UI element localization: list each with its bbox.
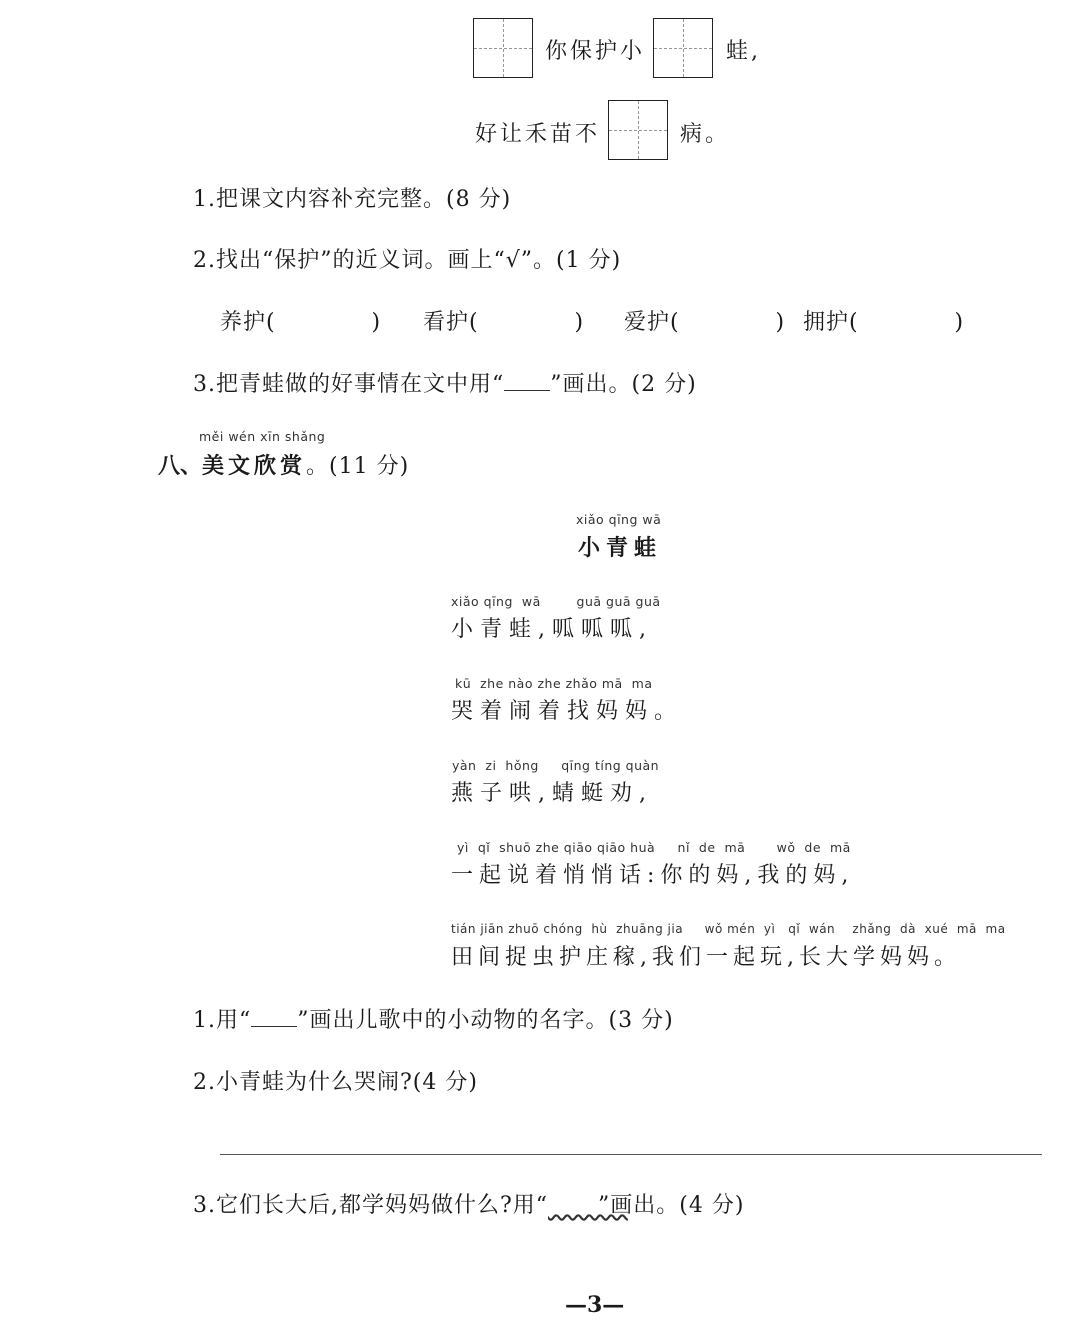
poem-line2-end: 病。 bbox=[680, 122, 731, 147]
poem-line: 田间捉虫护庄稼,我们一起玩,长大学妈妈。 bbox=[451, 945, 961, 970]
synonym-word: 爱护 bbox=[624, 310, 671, 335]
question-text: 3.它们长大后,都学妈妈做什么?用“ bbox=[193, 1193, 549, 1218]
answer-parenthesis[interactable]: ( ) bbox=[670, 310, 786, 335]
section-number: 八、 bbox=[158, 454, 203, 479]
question-8-2: 2.小青蛙为什么哭闹?(4 分) bbox=[193, 1070, 478, 1095]
question-8-1 bbox=[193, 1003, 674, 1034]
poem-line-pinyin: tián jiān zhuō chóng hù zhuāng jia wǒ mén yì qǐ wán zhǎng dà xué mā ma bbox=[451, 922, 1006, 936]
question-8-3 bbox=[193, 1188, 744, 1219]
section-heading bbox=[158, 449, 409, 480]
section-title: 美文欣赏 bbox=[202, 454, 307, 479]
poem-line: 哭着闹着找妈妈。 bbox=[451, 699, 684, 724]
question-text: 3.把青蛙做的好事情在文中用“ bbox=[193, 372, 505, 397]
question-7-3 bbox=[193, 367, 697, 398]
writing-grid-box-2[interactable] bbox=[653, 18, 713, 78]
synonym-word: 拥护 bbox=[803, 310, 850, 335]
synonym-option-3 bbox=[624, 305, 785, 336]
poem-line-pinyin: yàn zi hǒng qīng tíng quàn bbox=[452, 758, 660, 773]
synonym-word: 看护 bbox=[423, 310, 470, 335]
poem-line-pinyin: xiǎo qīng wā guā guā guā bbox=[451, 594, 661, 609]
writing-grid-box-3[interactable] bbox=[608, 100, 668, 160]
page-number: —3— bbox=[565, 1292, 625, 1318]
poem-line1-end: 蛙, bbox=[726, 39, 761, 64]
synonym-option-1 bbox=[220, 305, 381, 336]
section-heading-pinyin: měi wén xīn shǎng bbox=[199, 429, 326, 444]
writing-grid-box-1[interactable] bbox=[473, 18, 533, 78]
question-text: 1.用“ bbox=[193, 1008, 252, 1033]
question-text: ”画出。(2 分) bbox=[550, 372, 697, 397]
question-text: ”画出儿歌中的小动物的名字。(3 分) bbox=[297, 1008, 674, 1033]
poem-title: 小青蛙 bbox=[578, 536, 663, 561]
poem-line: 燕子哄,蜻蜓劝, bbox=[451, 781, 653, 806]
question-7-2: 2.找出“保护”的近义词。画上“√”。(1 分) bbox=[193, 248, 622, 273]
answer-line[interactable] bbox=[220, 1154, 1042, 1155]
poem-line: 一起说着悄悄话:你的妈,我的妈, bbox=[451, 863, 855, 888]
straight-underline-sample bbox=[251, 1008, 297, 1027]
poem-title-pinyin: xiǎo qīng wā bbox=[576, 512, 662, 527]
question-7-1: 1.把课文内容补充完整。(8 分) bbox=[193, 187, 512, 212]
synonym-option-2 bbox=[423, 305, 584, 336]
answer-parenthesis[interactable]: ( ) bbox=[849, 310, 965, 335]
wavy-underline-sample bbox=[548, 1193, 598, 1211]
poem-line-pinyin: kū zhe nào zhe zhǎo mā ma bbox=[455, 676, 653, 691]
answer-parenthesis[interactable]: ( ) bbox=[469, 310, 585, 335]
straight-underline-sample bbox=[504, 372, 550, 391]
synonym-option-4 bbox=[803, 305, 964, 336]
poem-line2-start: 好让禾苗不 bbox=[475, 122, 601, 147]
synonym-word: 养护 bbox=[220, 310, 267, 335]
section-score: 。(11 分) bbox=[306, 454, 410, 479]
answer-parenthesis[interactable]: ( ) bbox=[266, 310, 382, 335]
poem-line: 小青蛙,呱呱呱, bbox=[451, 617, 653, 642]
poem-line-pinyin: yì qǐ shuō zhe qiāo qiāo huà nǐ de mā wǒ de mā bbox=[457, 840, 851, 855]
question-text: ”画出。(4 分) bbox=[598, 1193, 745, 1218]
poem-line1-mid: 你保护小 bbox=[545, 39, 646, 64]
